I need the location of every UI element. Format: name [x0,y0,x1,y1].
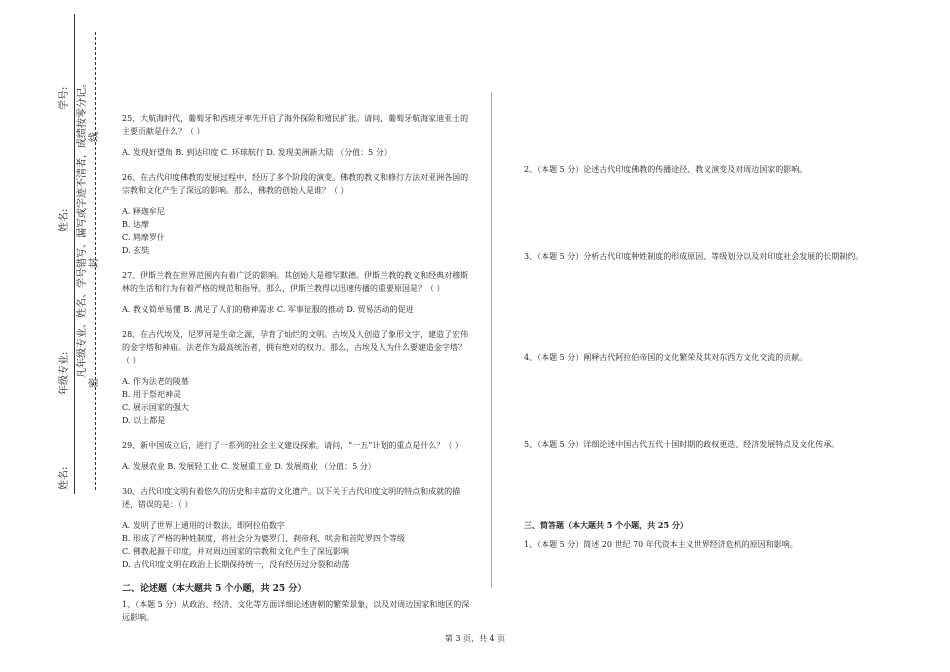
question-29 [122,439,470,473]
essay-question-3: 3、（本题 5 分）分析古代印度种姓制度的形成原因、等级划分以及对印度社会发展的长期制约。 [524,252,864,261]
question-options: A. 教义简单易懂 B. 满足了人们的精神需求 C. 军事征服的推动 D. 贸易活动的促进 [122,305,414,314]
option-b: B. 形成了严格的种姓制度，将社会分为婆罗门、刹帝利、吠舍和首陀罗四个等级 [122,534,405,543]
section-2-title: 二、论述题（本大题共 5 个小题，共 25 分） [122,584,307,594]
seal-mark-xian: 线 [89,132,100,142]
option-a: A. 释迦牟尼 [122,207,165,216]
option-b: B. 达摩 [122,220,149,229]
essay-question-2: 2、（本题 5 分）论述古代印度佛教的传播途径、教义演变及对周边国家的影响。 [524,165,808,174]
major-label: 年级专业: [59,351,70,395]
binding-solid-line [74,14,75,494]
question-25 [122,112,470,159]
essay-question-5: 5、（本题 5 分）详细论述中国古代五代十国时期的政权更迭、经济发展特点及文化传承。 [524,440,840,449]
option-c: C. 佛教起源于印度，并对周边国家的宗教和文化产生了深远影响 [122,547,349,556]
question-28 [122,328,470,427]
binding-notice: 凡年级专业、姓名、学号错写、漏写或字迹不清者，成绩按零分记。 [77,78,88,378]
question-stem: 29、新中国成立后，进行了一系列的社会主义建设探索。请问，“一五”计划的重点是什么？（ ） [122,441,463,450]
page-footer: 第 3 页，共 4 页 [444,634,506,643]
student-id-label: 学号: [59,86,70,110]
option-b: B. 用于祭祀神灵 [122,390,181,399]
question-options: A. 发展农业 B. 发展轻工业 C. 发展重工业 D. 发展商业 （分值：5 分） [122,462,376,471]
option-d: D. 古代印度文明在政治上长期保持统一，没有经历过分裂和动荡 [122,560,350,569]
question-stem: 25、大航海时代，葡萄牙和西班牙率先开启了海外探险和殖民扩张。请问，葡萄牙航海家迪亚士的主要贡献是什么？（ ） [122,114,469,136]
question-stem: 26、在古代印度佛教的发展过程中，经历了多个阶段的演变。佛教的教义和修行方法对亚洲各国的宗教和文化产生了深远的影响。那么，佛教的创始人是谁？（ ） [122,173,469,195]
question-stem: 30、古代印度文明有着悠久的历史和丰富的文化遗产。以下关于古代印度文明的特点和成就的描述，错误的是：（ ） [122,487,461,509]
option-c: C. 展示国家的强大 [122,403,189,412]
binding-margin [0,0,110,672]
question-stem: 28、在古代埃及，尼罗河是生命之源，孕育了灿烂的文明。古埃及人创造了象形文字，建造了宏伟的金字塔和神庙。法老作为最高统治者，拥有绝对的权力。那么，古埃及人为什么要建造金字塔？（ ） [122,330,469,365]
option-d: D. 以上都是 [122,416,166,425]
question-30 [122,485,470,571]
left-column [122,104,470,624]
section-3-title: 三、简答题（本大题共 5 个小题，共 25 分） [524,520,688,530]
question-stem: 27、伊斯兰教在世界范围内有着广泛的影响。其创始人是穆罕默德。伊斯兰教的教义和经典对穆斯林的生活和行为有着严格的规范和指导。那么，伊斯兰教得以迅速传播的重要原因是？（ ） [122,271,469,293]
option-d: D. 玄奘 [122,246,150,255]
question-27 [122,269,470,316]
essay-question-1: 1、（本题 5 分）从政治、经济、文化等方面详细论述唐朝的繁荣景象，以及对周边国家和地区的深远影响。 [122,600,470,622]
essay-question-4: 4、（本题 5 分）阐释古代阿拉伯帝国的文化繁荣及其对东西方文化交流的贡献。 [524,353,808,362]
question-26 [122,171,470,257]
seal-mark-feng: 封 [89,258,100,268]
school-label: 姓名: [59,466,70,490]
option-a: A. 发明了世界上通用的计数法，即阿拉伯数字 [122,521,285,530]
seal-mark-mi: 密 [89,378,100,388]
short-answer-question-1: 1、（本题 5 分）简述 20 世纪 70 年代资本主义世界经济危机的原因和影响。 [524,540,798,549]
option-c: C. 鸠摩罗什 [122,233,165,242]
column-divider [491,92,492,588]
question-options: A. 发现好望角 B. 到达印度 C. 环球航行 D. 发现美洲新大陆 （分值：5 分） [122,148,392,157]
name-label: 姓名: [59,208,70,232]
option-a: A. 作为法老的陵墓 [122,377,189,386]
